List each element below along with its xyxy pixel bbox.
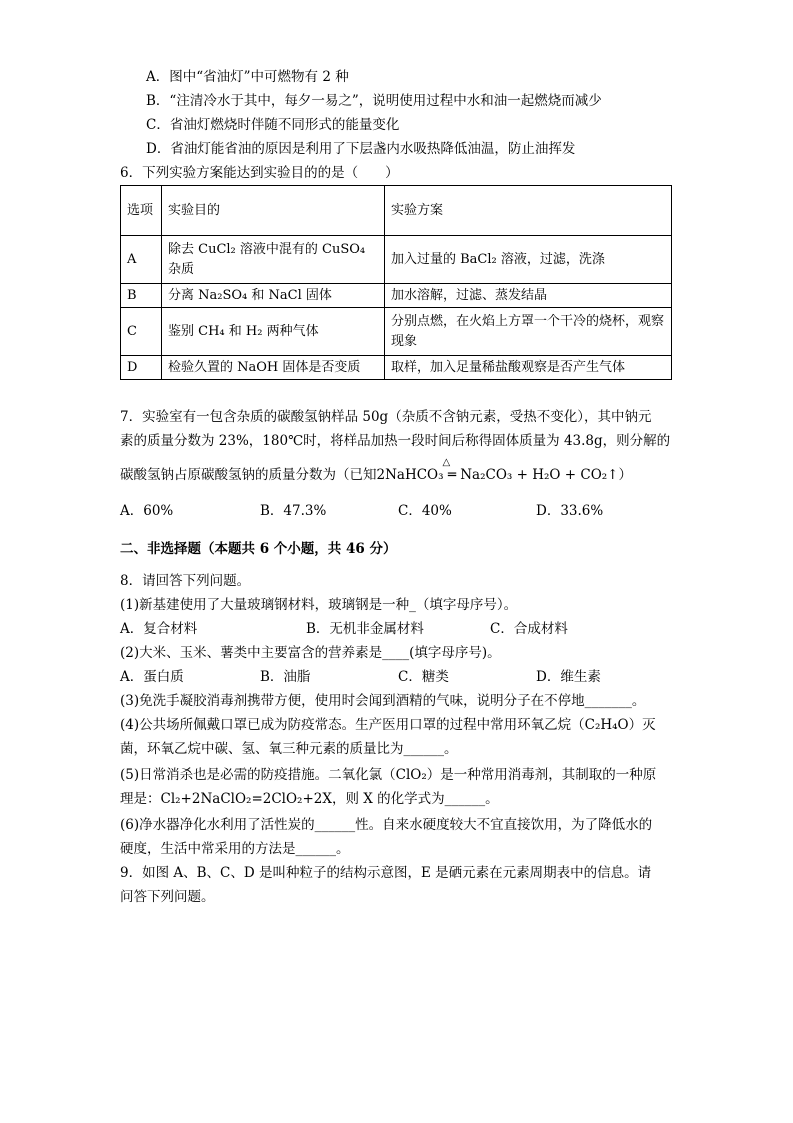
q8-p2-option-a: A．蛋白质 — [120, 669, 184, 685]
row-key: A — [121, 236, 162, 284]
q8-part-6-line-1: (6)净水器净化水利用了活性炭的______性。自来水硬度较大不宜直接饮用，为了降低水的 — [120, 817, 653, 833]
q8-p1-option-a: A．复合材料 — [120, 621, 198, 637]
q5-option-a: A．图中“省油灯”中可燃物有 2 种 — [146, 69, 349, 85]
q8-part-4-line-1: (4)公共场所佩戴口罩已成为防疫常态。生产医用口罩的过程中常用环氧乙烷（C₂H₄O）灭 — [120, 717, 656, 733]
heat-delta-symbol: △ — [442, 457, 451, 468]
q5-option-d: D．省油灯能省油的原因是利用了下层盏内水吸热降低油温，防止油挥发 — [146, 141, 576, 157]
row-plan: 加入过量的 BaCl₂ 溶液，过滤，洗涤 — [385, 236, 672, 284]
q8-p2-option-b: B．油脂 — [260, 669, 311, 685]
equation-text: 2NaHCO₃ ═ Na₂CO₃ + H₂O + CO₂↑） — [376, 467, 632, 483]
row-plan: 分别点燃，在火焰上方罩一个干冷的烧杯，观察现象 — [385, 308, 672, 356]
table-row — [121, 236, 672, 284]
header-purpose: 实验目的 — [162, 186, 385, 236]
q8-part-5-line-2: 理是：Cl₂+2NaClO₂=2ClO₂+2X，则 X 的化学式为______。 — [120, 791, 499, 807]
row-purpose: 分离 Na₂SO₄ 和 NaCl 固体 — [162, 284, 385, 308]
q9-line-1: 9．如图 A、B、C、D 是叫种粒子的结构示意图，E 是硒元素在元素周期表中的信息。请 — [120, 865, 652, 881]
q7-line-2: 素的质量分数为 23%，180℃时，将样品加热一段时间后称得固体质量为 43.8g，则分解的 — [120, 433, 671, 449]
q8-part-1: (1)新基建使用了大量玻璃钢材料，玻璃钢是一种_（填字母序号）。 — [120, 597, 518, 613]
q8-part-4-line-2: 菌，环氧乙烷中碳、氢、氧三种元素的质量比为______。 — [120, 741, 458, 757]
q7-option-b: B．47.3% — [260, 503, 327, 519]
q8-p1-option-c: C．合成材料 — [490, 621, 568, 637]
q8-part-5-line-1: (5)日常消杀也是必需的防疫措施。二氧化氯（ClO₂）是一种常用消毒剂，其制取的一种原 — [120, 767, 657, 783]
table-row — [121, 308, 672, 356]
row-key: B — [121, 284, 162, 308]
q7-line-1: 7．实验室有一包含杂质的碳酸氢钠样品 50g（杂质不含钠元素，受热不变化），其中钠元 — [120, 409, 652, 425]
row-key: D — [121, 356, 162, 380]
q9-line-2: 问答下列问题。 — [120, 889, 215, 905]
q7-option-c: C．40% — [398, 503, 452, 519]
row-purpose: 除去 CuCl₂ 溶液中混有的 CuSO₄ 杂质 — [162, 236, 385, 284]
q5-option-b: B．“注清冷水于其中，每夕一易之”，说明使用过程中水和油一起燃烧而减少 — [146, 93, 602, 109]
table-row — [121, 284, 672, 308]
q6-stem: 6．下列实验方案能达到实验目的的是（ ） — [120, 165, 399, 181]
q8-p1-option-b: B．无机非金属材料 — [306, 621, 424, 637]
section-heading: 二、非选择题（本题共 6 个小题，共 46 分） — [120, 541, 397, 557]
q7-line-3-text: 碳酸氢钠占原碳酸氢钠的质量分数为（已知 — [120, 467, 377, 483]
header-option: 选项 — [121, 186, 162, 236]
q8-part-3: (3)免洗手凝胶消毒剂携带方便，使用时会闻到酒精的气味，说明分子在不停地_______。 — [120, 693, 646, 709]
q8-part-6-line-2: 硬度，生活中常采用的方法是______。 — [120, 841, 350, 857]
table-row — [121, 356, 672, 380]
q7-option-d: D．33.6% — [536, 503, 604, 519]
row-purpose: 检验久置的 NaOH 固体是否变质 — [162, 356, 385, 380]
row-plan: 取样，加入足量稀盐酸观察是否产生气体 — [385, 356, 672, 380]
q7-option-a: A．60% — [120, 503, 174, 519]
q7-line-3 — [120, 457, 632, 484]
row-key: C — [121, 308, 162, 356]
header-plan: 实验方案 — [385, 186, 672, 236]
q8-stem: 8．请回答下列问题。 — [120, 573, 251, 589]
q8-part-2: (2)大米、玉米、薯类中主要富含的营养素是____(填字母序号)。 — [120, 645, 501, 661]
q5-option-c: C．省油灯燃烧时伴随不同形式的能量变化 — [146, 117, 400, 133]
q7-equation — [376, 457, 633, 484]
table-header-row — [121, 186, 672, 236]
row-plan: 加水溶解，过滤、蒸发结晶 — [385, 284, 672, 308]
q8-p2-option-d: D．维生素 — [536, 669, 601, 685]
q8-p2-option-c: C．糖类 — [398, 669, 449, 685]
row-purpose: 鉴别 CH₄ 和 H₂ 两种气体 — [162, 308, 385, 356]
q6-table — [120, 185, 672, 380]
